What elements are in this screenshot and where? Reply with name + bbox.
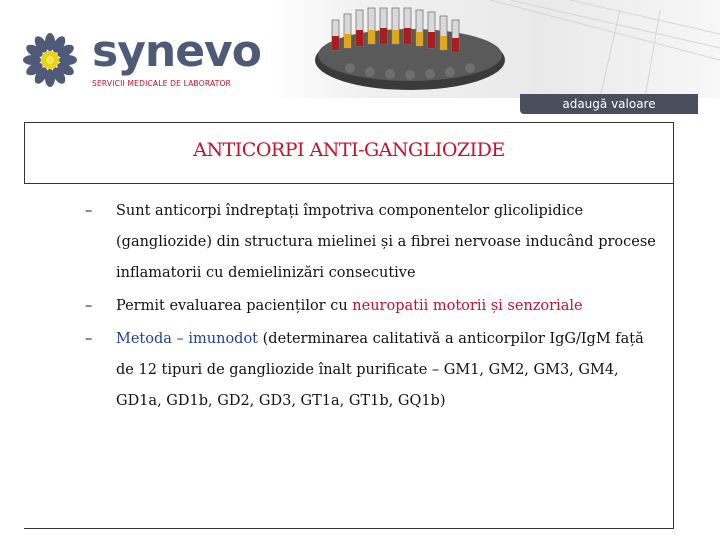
bullet-text: Sunt anticorpi îndreptați împotriva componentelor glicolipidice (gangliozide) din structura mielinei și a fibrei nervoase inducând procese inflamatorii cu demielinizări consecutive [116,203,656,281]
tagline-banner: adaugă valoare diagnosticului [520,94,698,114]
bullet-list [0,196,670,419]
brand-subtitle: SERVICII MEDICALE DE LABORATOR [92,79,232,88]
synevo-flower-logo-icon [20,30,80,90]
bullet-item [0,291,670,322]
bullet-text: (determinarea calitativă a anticorpilor IgG/IgM față de 12 tipuri de gangliozide înalt purificate – GM1, GM2, GM3, GM4, GD1a, GD1b, GD2, GD3, GT1a, GT1b, GQ1b) [116,331,644,409]
bullet-text: Permit evaluarea pacienților cu [116,298,353,314]
brand-name: synevo [92,26,261,77]
slide-header [0,0,720,131]
dash-bullet-icon: – [85,298,93,314]
slide-title: ANTICORPI ANTI-GANGLIOZIDE [193,139,505,161]
bullet-item [0,196,670,289]
dash-bullet-icon: – [85,331,93,347]
bullet-highlight: neuropatii motorii și senzoriale [352,298,583,314]
dash-bullet-icon: – [85,203,93,219]
title-frame [24,122,674,184]
lab-tubes-photo [270,0,720,98]
bullet-item [0,324,670,417]
bullet-highlight: Metoda – imunodot [116,331,259,347]
